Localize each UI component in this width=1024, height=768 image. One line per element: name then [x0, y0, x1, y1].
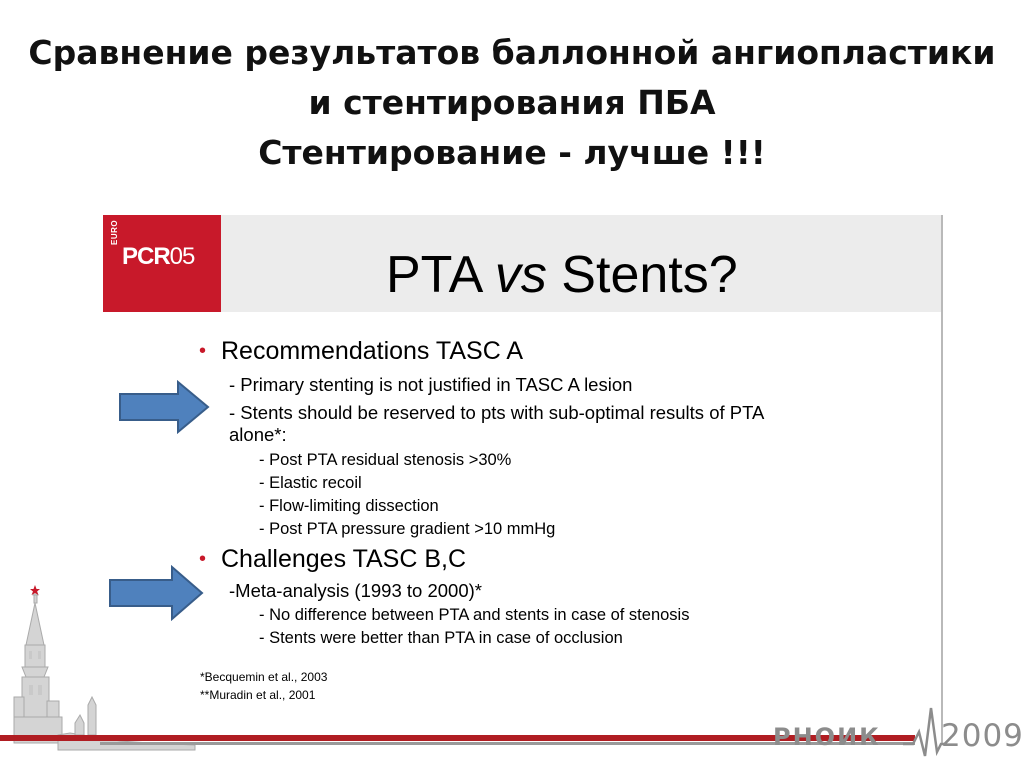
conference-logo	[773, 718, 1024, 754]
logo-year-text: 05	[169, 243, 195, 270]
europcr-logo	[103, 215, 221, 312]
reference-becquemin: *Becquemin et al., 2003	[200, 670, 328, 684]
conference-year: 2009	[941, 718, 1024, 754]
reference-muradin: **Muradin et al., 2001	[200, 688, 316, 702]
title-line-3: Стентирование - лучше !!!	[258, 133, 766, 172]
kremlin-tower-illustration	[0, 585, 200, 755]
heading-stents: Stents?	[546, 246, 738, 304]
list-item: - Elastic recoil	[259, 474, 362, 492]
logo-euro-text: EURO	[110, 219, 119, 245]
list-item: - Stents were better than PTA in case of occlusion	[259, 629, 623, 647]
sub-stents-reserved-cont: alone*:	[229, 424, 287, 445]
figure-heading	[386, 245, 738, 305]
heading-vs: vs	[494, 246, 547, 304]
list-item: - No difference between PTA and stents in case of stenosis	[259, 606, 690, 624]
list-item: - Flow-limiting dissection	[259, 497, 439, 515]
logo-mark	[122, 243, 194, 271]
bullet-recommendations-text: Recommendations TASC A	[221, 337, 523, 365]
bullet-challenges	[199, 545, 467, 574]
bullet-dot-icon: •	[199, 548, 207, 570]
title-line-1: Сравнение результатов баллонной ангиопластики	[28, 33, 996, 72]
right-arrow-icon	[118, 380, 210, 434]
pcr-slide-figure	[103, 215, 943, 745]
title-line-2: и стентирования ПБА	[308, 83, 716, 122]
heading-pta: PTA	[386, 246, 495, 304]
list-item: - Post PTA residual stenosis >30%	[259, 451, 512, 469]
sub-stents-reserved: - Stents should be reserved to pts with sub-optimal results of PTA	[229, 402, 765, 423]
bullet-dot-icon: •	[199, 340, 207, 362]
list-item: - Post PTA pressure gradient >10 mmHg	[259, 520, 556, 538]
slide-title	[0, 28, 1024, 178]
bullet-recommendations	[199, 337, 523, 366]
logo-pcr-text: PCR	[122, 243, 170, 270]
conference-name: РНОИК	[773, 723, 881, 751]
figure-header	[103, 215, 941, 312]
sub-primary-stenting: - Primary stenting is not justified in TASC A lesion	[229, 374, 633, 395]
sub-meta-analysis: -Meta-analysis (1993 to 2000)*	[229, 580, 482, 601]
bullet-challenges-text: Challenges TASC B,C	[221, 545, 467, 573]
